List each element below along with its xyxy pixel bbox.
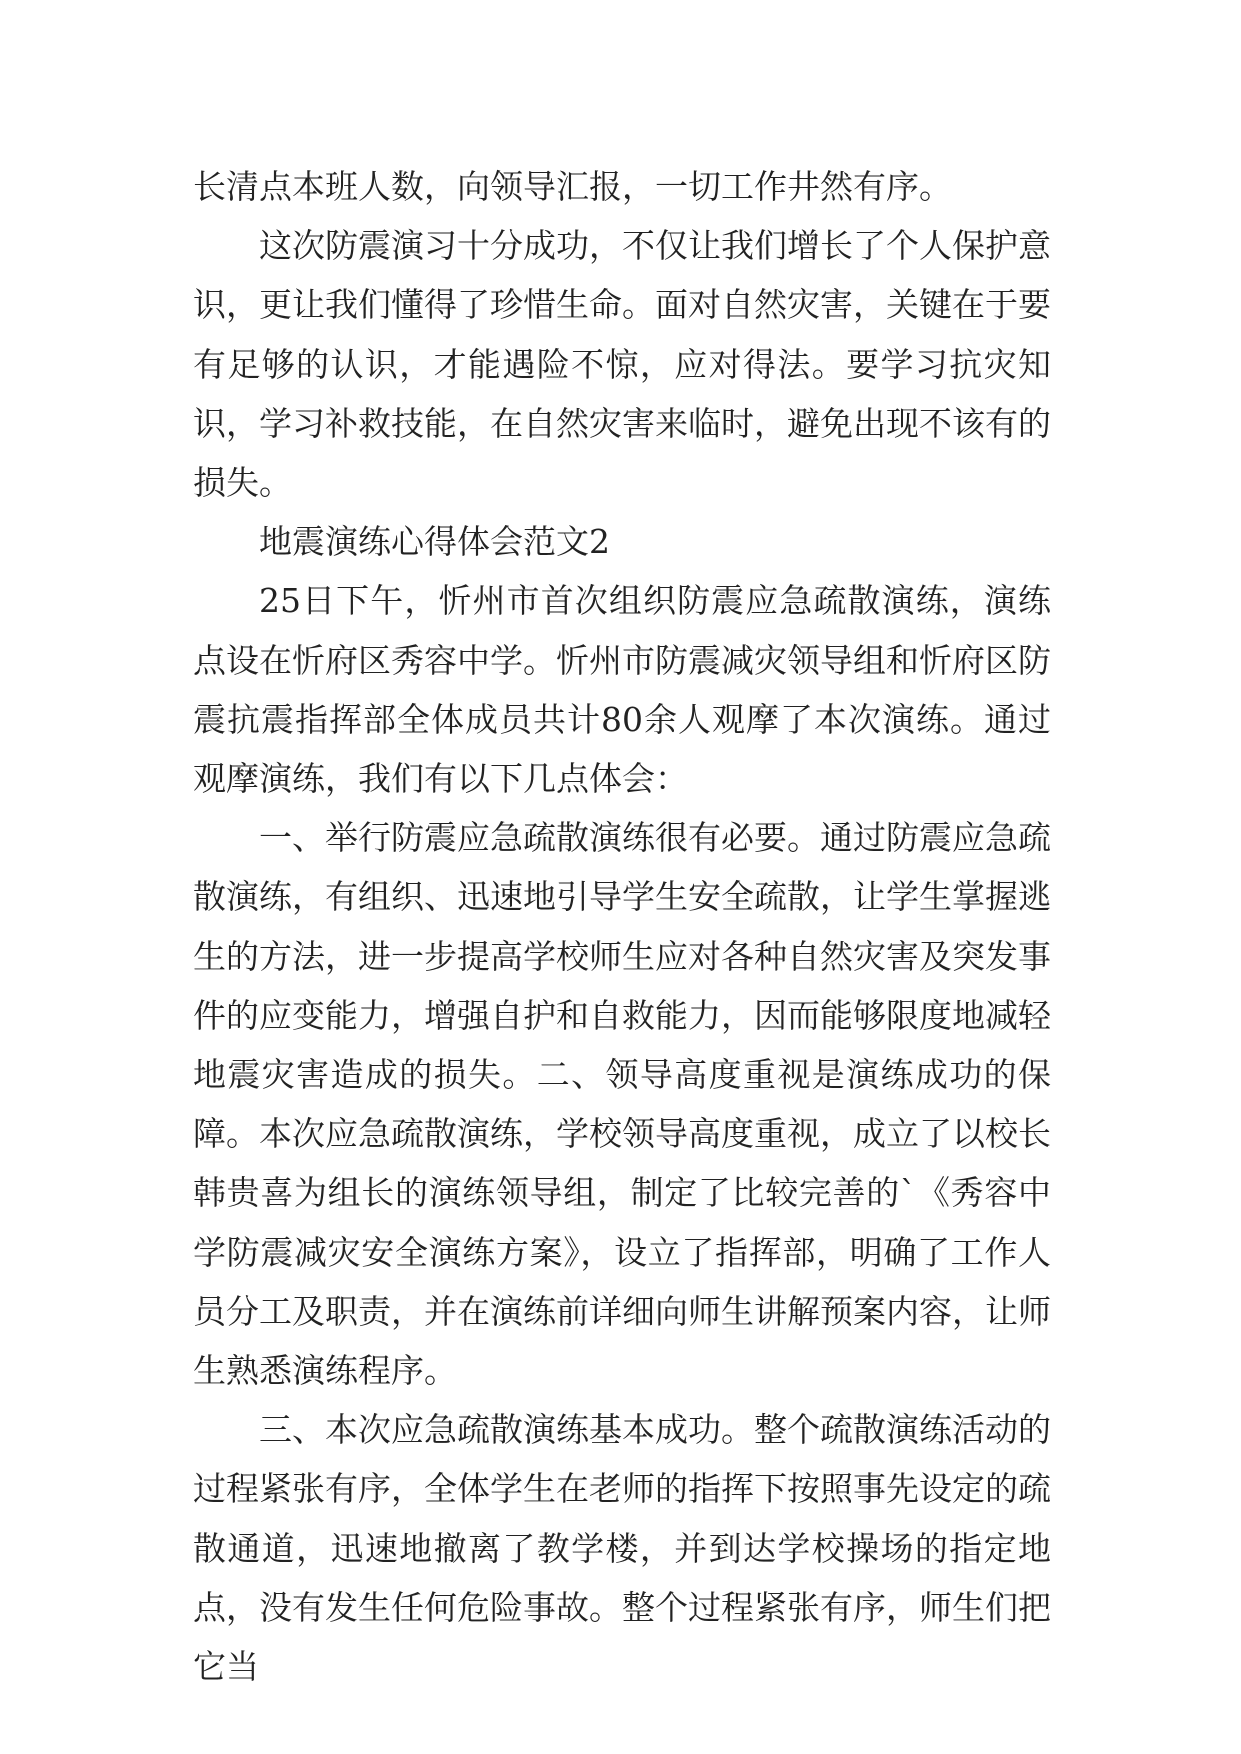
paragraph-drill-reflection: 这次防震演习十分成功，不仅让我们增长了个人保护意识，更让我们懂得了珍惜生命。面对自然灾害，关键在于要有足够的认识，才能遇险不惊，应对得法。要学习抗灾知识，学习补救技能，在自然灾害来临时，避免出现不该有的损失。 (193, 226, 1051, 503)
document-body (193, 157, 1051, 1696)
section-heading: 地震演练心得体会范文2 (259, 522, 610, 562)
paragraph-point-three: 三、本次应急疏散演练基本成功。整个疏散演练活动的过程紧张有序，全体学生在老师的指挥下按照事先设定的疏散通道，迅速地撤离了教学楼，并到达学校操场的指定地点，没有发生任何危险事故。整个过程紧张有序，师生们把它当 (193, 1410, 1051, 1687)
paragraph-continuation: 长清点本班人数，向领导汇报，一切工作井然有序。 (193, 167, 952, 206)
paragraph-point-one-two: 一、举行防震应急疏散演练很有必要。通过防震应急疏散演练，有组织、迅速地引导学生安全疏散，让学生掌握逃生的方法，进一步提高学校师生应对各种自然灾害及突发事件的应变能力，增强自护和自救能力，因而能够限度地减轻地震灾害造成的损失。二、领导高度重视是演练成功的保障。本次应急疏散演练，学校领导高度重视，成立了以校长韩贵喜为组长的演练领导组，制定了比较完善的`《秀容中学防震减灾安全演练方案》，设立了指挥部，明确了工作人员分工及职责，并在演练前详细向师生讲解预案内容，让师生熟悉演练程序。 (193, 818, 1051, 1391)
paragraph-intro: 25日下午，忻州市首次组织防震应急疏散演练，演练点设在忻府区秀容中学。忻州市防震减灾领导组和忻府区防震抗震指挥部全体成员共计80余人观摩了本次演练。通过观摩演练，我们有以下几点体会： (193, 581, 1051, 799)
